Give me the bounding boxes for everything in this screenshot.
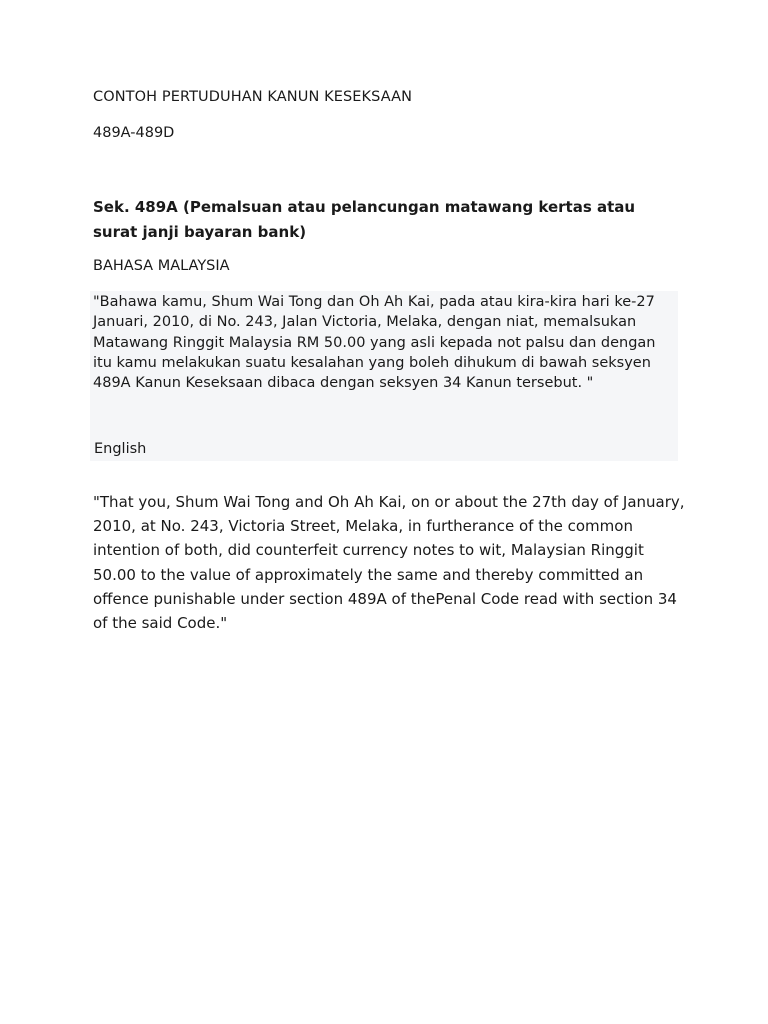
english-charge-line: offence punishable under section 489A of thePenal Code read with section 34: [93, 589, 677, 608]
malay-charge-line: 489A Kanun Keseksaan dibaca dengan seksyen 34 Kanun tersebut. ": [93, 375, 594, 392]
malay-charge-block: [90, 291, 678, 461]
english-charge-line: 2010, at No. 243, Victoria Street, Melaka, in furtherance of the common: [93, 517, 633, 536]
malay-charge-line: Matawang Ringgit Malaysia RM 50.00 yang asli kepada not palsu dan dengan: [93, 334, 656, 351]
english-charge-line: "That you, Shum Wai Tong and Oh Ah Kai, on or about the 27th day of January,: [93, 493, 685, 511]
malay-charge-line: Januari, 2010, di No. 243, Jalan Victoria, Melaka, dengan niat, memalsukan: [93, 314, 637, 331]
english-charge-text: [93, 490, 693, 635]
english-charge-line: intention of both, did counterfeit currency notes to wit, Malaysian Ringgit: [93, 541, 644, 560]
document-subtitle: 489A-489D: [93, 125, 175, 141]
english-charge-line: 50.00 to the value of approximately the same and thereby committed an: [93, 565, 644, 584]
malay-charge-text: [93, 292, 673, 393]
document-title: CONTOH PERTUDUHAN KANUN KESEKSAAN: [93, 89, 413, 105]
english-language-label: English: [94, 441, 147, 457]
section-heading: Sek. 489A (Pemalsuan atau pelancungan matawang kertas atau surat janji bayaran bank): [93, 198, 636, 241]
malay-charge-line: "Bahawa kamu, Shum Wai Tong dan Oh Ah Kai, pada atau kira-kira hari ke-27: [93, 294, 655, 310]
english-charge-line: of the said Code.": [93, 614, 228, 633]
malay-charge-line: itu kamu melakukan suatu kesalahan yang boleh dihukum di bawah seksyen: [93, 354, 651, 371]
malay-language-label: BAHASA MALAYSIA: [93, 258, 230, 274]
